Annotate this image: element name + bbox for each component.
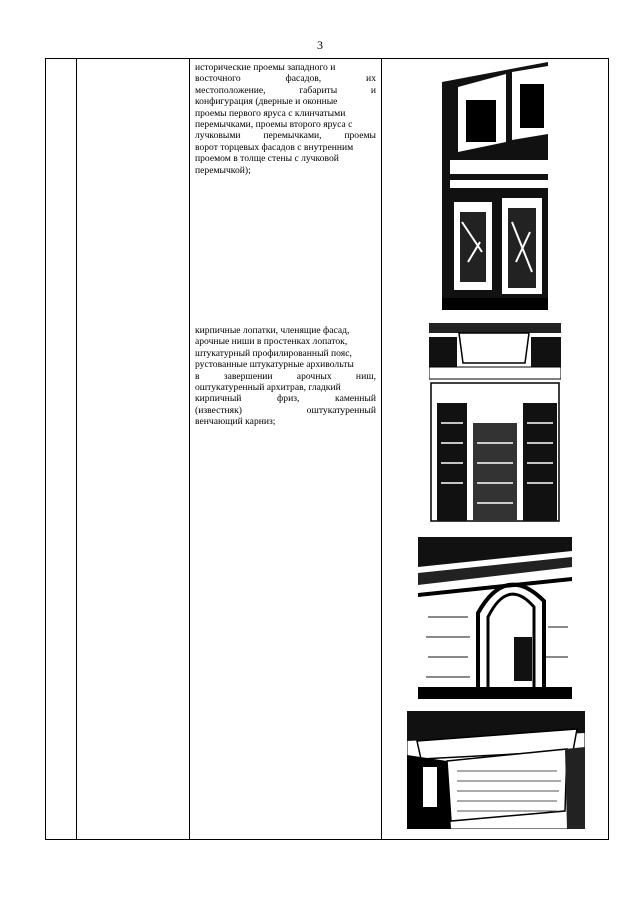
- document-table: [45, 58, 609, 840]
- text-line: лучковыми перемычками, проемы: [195, 130, 376, 142]
- text-line: кирпичные лопатки, членящие фасад,: [195, 325, 350, 336]
- facade-openings-photo: [442, 62, 548, 310]
- text-line: проемы первого яруса с клинчатыми: [195, 107, 346, 119]
- text-line: кирпичный фриз, каменный: [195, 393, 376, 405]
- cornice-corner-photo: [407, 711, 585, 829]
- text-line: венчающий карниз;: [195, 416, 276, 428]
- page-number: 3: [317, 38, 323, 52]
- decor-description: [195, 325, 376, 428]
- text-line: местоположение, габариты и: [195, 84, 376, 96]
- text-line: арочные ниши в простенках лопаток,: [195, 336, 348, 348]
- text-line: штукатурный профилированный пояс,: [195, 347, 352, 359]
- text-line: проемом в толще стены с лучковой: [195, 153, 339, 165]
- arched-niche-photo: [418, 537, 572, 699]
- column-divider: [76, 59, 77, 839]
- text-line: оштукатуренный архитрав, гладкий: [195, 382, 341, 394]
- pilaster-cornice-photo: [429, 323, 561, 523]
- text-line: конфигурация (дверные и оконные: [195, 96, 338, 108]
- openings-description: [195, 62, 376, 176]
- text-line: (известняк) оштукатуренный: [195, 404, 376, 416]
- text-line: ворот торцевых фасадов с внутренним: [195, 141, 354, 153]
- text-line: перемычкой);: [195, 164, 251, 176]
- column-divider: [381, 59, 382, 839]
- text-line: рустованные штукатурные архивольты: [195, 359, 354, 371]
- text-line: исторические проемы западного и: [195, 62, 336, 73]
- text-line: перемычками, проемы второго яруса с: [195, 119, 353, 131]
- text-line: в завершении арочных ниш,: [195, 370, 376, 382]
- text-line: восточного фасадов, их: [195, 73, 376, 85]
- column-divider: [189, 59, 190, 839]
